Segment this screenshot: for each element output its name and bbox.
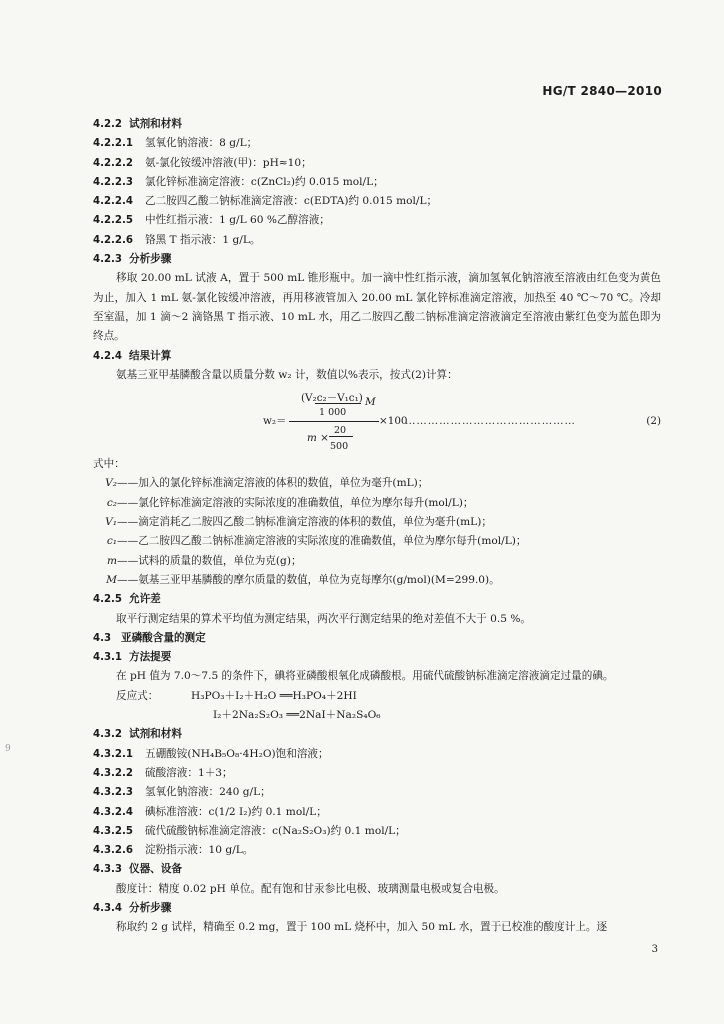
clause-number: 4.2.2.5 (93, 215, 133, 227)
section-heading (93, 629, 661, 648)
variable-definition (93, 552, 661, 571)
clause-number: 4.2.3 (93, 254, 123, 266)
reaction-equation (93, 687, 661, 706)
section-title: 分析步骤 (129, 253, 172, 266)
variable-definition (93, 494, 661, 513)
clause-number: 4.2.2.4 (93, 196, 133, 208)
formula-denominator-m: m × (307, 432, 329, 445)
item-text: 五硼酸铵(NH₄B₅O₈·4H₂O)饱和溶液； (145, 747, 329, 760)
item-text: 中性红指示液：1 g/L 60 %乙醇溶液； (145, 214, 330, 227)
clause-number: 4.2.2.3 (93, 176, 133, 188)
item-text: 硫代硫酸钠标准滴定溶液：c(Na₂S₂O₃)约 0.1 mol/L； (145, 824, 406, 837)
variable-definition (93, 513, 661, 532)
variable-definition (93, 474, 661, 493)
section-heading (93, 648, 661, 667)
section-title: 方法提要 (129, 651, 172, 664)
list-item (93, 841, 661, 860)
formula-2 (93, 385, 661, 455)
list-item (93, 231, 661, 250)
list-item (93, 154, 661, 173)
list-item (93, 783, 661, 802)
clause-number: 4.2.2.2 (93, 157, 133, 169)
formula-leader-dots: ……………………………………… (405, 415, 576, 428)
item-text: 氯化锌标准滴定溶液：c(ZnCl₂)约 0.015 mol/L； (145, 175, 384, 188)
list-item (93, 173, 661, 192)
section-heading (93, 115, 661, 134)
section-title: 分析步骤 (129, 901, 172, 914)
variable-description: ——乙二胺四乙酸二钠标准滴定溶液的实际浓度的准确数值，单位为摩尔每升(mol/L)； (117, 535, 527, 548)
paragraph: 在 pH 值为 7.0～7.5 的条件下，碘将亚磷酸根氧化成磷酸根。用硫代硫酸钠标准滴定溶液滴定过量的碘。 (116, 670, 614, 683)
section-heading (93, 347, 661, 366)
clause-number: 4.3.4 (93, 902, 123, 914)
section-heading (93, 899, 661, 918)
clause-number: 4.3.2.6 (93, 845, 133, 857)
list-item (93, 134, 661, 153)
list-item (93, 803, 661, 822)
paragraph: 氨基三亚甲基膦酸含量以质量分数 w₂ 计，数值以%表示，按式(2)计算： (116, 368, 458, 381)
list-item (93, 745, 661, 764)
clause-number: 4.3.3 (93, 864, 123, 876)
clause-number: 4.2.4 (93, 350, 123, 362)
item-text: 硫酸溶液：1＋3； (145, 766, 233, 779)
variable-symbol: c₂ (106, 496, 117, 509)
clause-number: 4.2.5 (93, 594, 123, 606)
section-heading (93, 860, 661, 879)
section-title: 仪器、设备 (129, 863, 182, 876)
section-title: 允许差 (129, 593, 161, 606)
variable-description: ——加入的氯化锌标准滴定溶液的体积的数值，单位为毫升(mL)； (117, 477, 429, 490)
clause-number: 4.3.2.1 (93, 748, 133, 760)
standard-code: HG/T 2840—2010 (542, 84, 662, 98)
paragraph: 取平行测定结果的算术平均值为测定结果，两次平行测定结果的绝对差值不大于 0.5 %。 (116, 612, 532, 625)
clause-number: 4.3.2.3 (93, 787, 133, 799)
formula-lhs: w₂＝ (263, 415, 287, 428)
item-text: 氢氧化钠溶液：8 g/L； (145, 137, 258, 150)
section-title: 试剂和材料 (129, 118, 182, 130)
variable-description: ——氨基三亚甲基膦酸的摩尔质量的数值，单位为克每摩尔(g/mol)(M=299.0)。 (117, 573, 500, 586)
formula-times-100: ×100 (379, 415, 408, 428)
list-item (93, 764, 661, 783)
item-text: 氢氧化钠溶液：240 g/L； (145, 786, 271, 799)
section-heading (93, 725, 661, 744)
variable-definition (93, 571, 661, 590)
clause-number: 4.2.2.1 (93, 138, 133, 150)
variable-symbol: V₁ (105, 516, 117, 529)
item-text: 氨-氯化铵缓冲溶液(甲)：pH≈10； (145, 156, 312, 169)
item-text: 乙二胺四乙酸二钠标准滴定溶液：c(EDTA)约 0.015 mol/L； (145, 195, 438, 208)
clause-number: 4.2.2 (93, 119, 123, 130)
section-title: 试剂和材料 (129, 728, 182, 741)
page-number: 3 (651, 944, 658, 955)
item-text: 淀粉指示液：10 g/L。 (145, 844, 254, 857)
formula-den-numerator: 20 (334, 425, 347, 437)
list-item (93, 192, 661, 211)
clause-number: 4.2.2.6 (93, 234, 133, 246)
clause-number: 4.3.2.4 (93, 806, 133, 818)
list-item (93, 211, 661, 230)
variable-description: ——试料的质量的数值，单位为克(g)； (117, 554, 302, 567)
list-item (93, 822, 661, 841)
clause-number: 4.3.2.2 (93, 767, 133, 779)
section-title: 亚磷酸含量的测定 (121, 631, 206, 644)
section-heading (93, 250, 661, 269)
item-text: 碘标准溶液：c(1/2 I₂)约 0.1 mol/L； (145, 805, 327, 818)
paragraph: 酸度计：精度 0.02 pH 单位。配有饱和甘汞参比电极、玻璃测量电极或复合电极。 (116, 882, 505, 895)
paragraph: 称取约 2 g 试样，精确至 0.2 mg，置于 100 mL 烧杯中，加入 50 mL 水，置于已校准的酸度计上。逐 (116, 921, 608, 934)
clause-number: 4.3.1 (93, 652, 123, 664)
variable-description: ——滴定消耗乙二胺四乙酸二钠标准滴定溶液的体积的数值，单位为毫升(mL)； (117, 516, 492, 529)
document-body (93, 115, 661, 938)
formula-inner-denominator: 1 000 (319, 407, 347, 419)
variable-symbol: c₁ (106, 535, 117, 548)
variable-description: ——氯化锌标准滴定溶液的实际浓度的准确数值，单位为摩尔每升(mol/L)； (117, 496, 474, 509)
equation-number: (2) (646, 415, 661, 428)
formula-molar-mass: M (365, 396, 376, 409)
formula-numerator: (V₂c₂－V₁c₁) (301, 392, 363, 405)
formula-den-denominator: 500 (330, 441, 349, 453)
section-title: 结果计算 (129, 349, 172, 362)
paragraph: 移取 20.00 mL 试液 A，置于 500 mL 锥形瓶中。加一滴中性红指示液，滴加氢氧化钠溶液至溶液由红色变为黄色为止，加入 1 mL 氨-氯化铵缓冲溶液，再用移液管加入 20.00 mL 氯化锌标准滴定溶液，加热至 40 ℃～70 ℃。冷却至室温，加 1 滴～2 滴铬黑 T 指示液、10 mL 水，用乙二胺四乙酸二钠标准滴定溶液滴定至溶液由紫红色变为蓝色即为终点。 (93, 272, 661, 343)
clause-number: 4.3.2.5 (93, 825, 133, 837)
variable-definition (93, 532, 661, 551)
clause-number: 4.3.2 (93, 729, 123, 741)
where-label: 式中： (93, 458, 125, 471)
clause-number: 4.3 (93, 632, 112, 644)
reaction-equation: I₂＋2Na₂S₂O₃ ══2NaI＋Na₂S₄O₆ (213, 709, 381, 722)
variable-symbol: V₂ (105, 477, 117, 490)
margin-mark: 9 (5, 744, 11, 754)
variable-symbol: m (106, 554, 117, 567)
section-heading (93, 590, 661, 609)
item-text: 铬黑 T 指示液：1 g/L。 (145, 233, 261, 246)
reaction-label: 反应式： (116, 689, 159, 702)
variable-symbol: M (106, 573, 117, 586)
reaction-text: H₃PO₃＋I₂＋H₂O ══H₃PO₄＋2HI (191, 689, 357, 702)
